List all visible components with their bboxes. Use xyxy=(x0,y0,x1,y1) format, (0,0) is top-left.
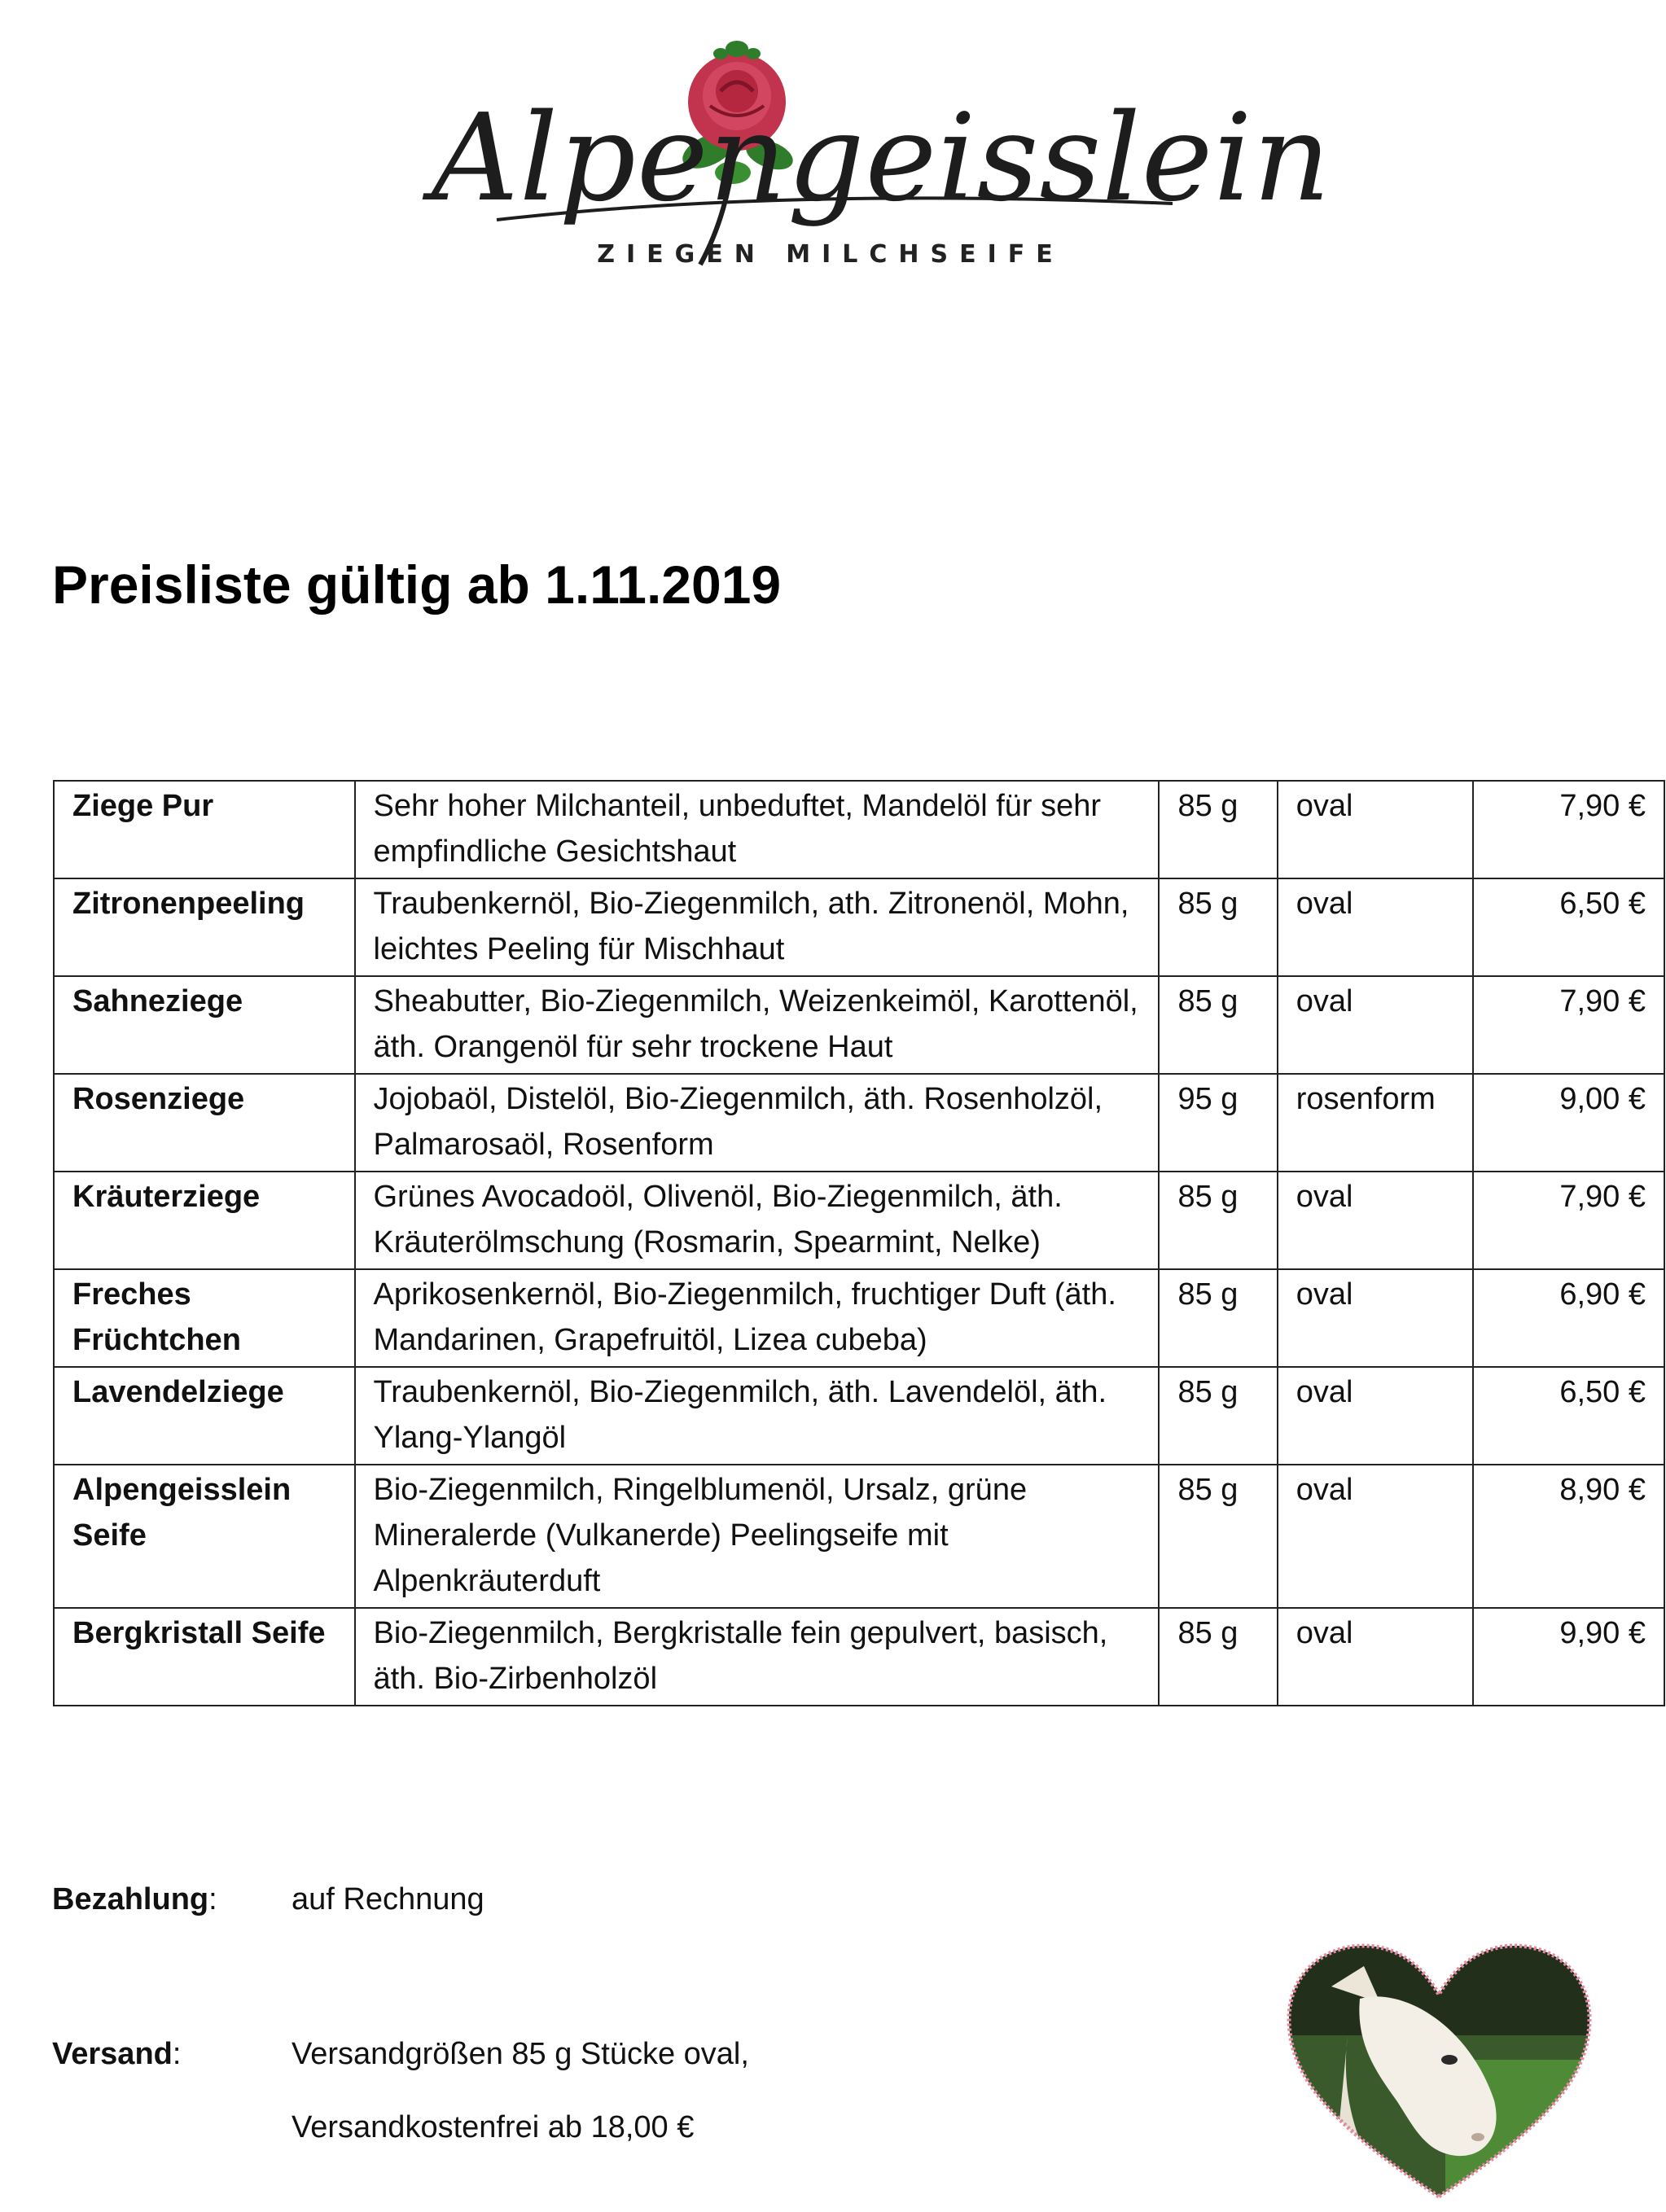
price-table xyxy=(53,780,1665,1706)
logo-tagline: ZIEGEN MILCHSEIFE xyxy=(597,240,1064,269)
product-weight: 85 g xyxy=(1159,1608,1277,1706)
product-name: Sahneziege xyxy=(54,976,355,1074)
brand-logo xyxy=(407,0,1331,322)
product-shape: oval xyxy=(1278,976,1474,1074)
product-price: 6,50 € xyxy=(1473,878,1664,976)
product-weight: 85 g xyxy=(1159,1172,1277,1269)
product-shape: oval xyxy=(1278,1172,1474,1269)
shipping-line-2: Versandkostenfrei ab 18,00 € xyxy=(292,2110,695,2144)
product-weight: 85 g xyxy=(1159,781,1277,878)
product-row xyxy=(54,1074,1664,1172)
product-shape: oval xyxy=(1278,878,1474,976)
product-name: Rosenziege xyxy=(54,1074,355,1172)
payment-value: auf Rechnung xyxy=(292,1882,484,1916)
product-name: Kräuterziege xyxy=(54,1172,355,1269)
product-weight: 85 g xyxy=(1159,976,1277,1074)
product-name: Ziege Pur xyxy=(54,781,355,878)
product-row xyxy=(54,1269,1664,1367)
product-description: Traubenkernöl, Bio-Ziegenmilch, äth. Lavendelöl, äth. Ylang-Ylangöl xyxy=(355,1367,1160,1465)
product-weight: 95 g xyxy=(1159,1074,1277,1172)
shipping-line-1: Versandgrößen 85 g Stücke oval, xyxy=(292,2037,749,2071)
product-name: Bergkristall Seife xyxy=(54,1608,355,1706)
product-weight: 85 g xyxy=(1159,1367,1277,1465)
product-weight: 85 g xyxy=(1159,878,1277,976)
product-price: 9,00 € xyxy=(1473,1074,1664,1172)
product-row xyxy=(54,781,1664,878)
product-name: Zitronenpeeling xyxy=(54,878,355,976)
product-name: Alpengeisslein Seife xyxy=(54,1465,355,1608)
product-description: Grünes Avocadoöl, Olivenöl, Bio-Ziegenmilch, äth. Kräuterölmschung (Rosmarin, Spearmint, Nelke) xyxy=(355,1172,1160,1269)
product-price: 6,50 € xyxy=(1473,1367,1664,1465)
product-description: Sheabutter, Bio-Ziegenmilch, Weizenkeimöl, Karottenöl, äth. Orangenöl für sehr trockene Haut xyxy=(355,976,1160,1074)
product-weight: 85 g xyxy=(1159,1269,1277,1367)
product-row xyxy=(54,878,1664,976)
product-name: Freches Früchtchen xyxy=(54,1269,355,1367)
page-title: Preisliste gültig ab 1.11.2019 xyxy=(52,554,782,615)
product-shape: oval xyxy=(1278,1367,1474,1465)
product-price: 9,90 € xyxy=(1473,1608,1664,1706)
goat-heart-image xyxy=(1282,1938,1596,2206)
product-shape: rosenform xyxy=(1278,1074,1474,1172)
product-price: 6,90 € xyxy=(1473,1269,1664,1367)
product-description: Bio-Ziegenmilch, Bergkristalle fein gepulvert, basisch, äth. Bio-Zirbenholzöl xyxy=(355,1608,1160,1706)
payment-label: Bezahlung: xyxy=(52,1882,217,1916)
product-shape: oval xyxy=(1278,1465,1474,1608)
product-row xyxy=(54,1367,1664,1465)
logo-wordmark: Alpengeisslein xyxy=(432,88,1331,228)
product-description: Aprikosenkernöl, Bio-Ziegenmilch, fruchtiger Duft (äth. Mandarinen, Grapefruitöl, Lizea cubeba) xyxy=(355,1269,1160,1367)
product-name: Lavendelziege xyxy=(54,1367,355,1465)
product-description: Sehr hoher Milchanteil, unbeduftet, Mandelöl für sehr empfindliche Gesichtshaut xyxy=(355,781,1160,878)
product-row xyxy=(54,1465,1664,1608)
product-price: 7,90 € xyxy=(1473,781,1664,878)
product-row xyxy=(54,1608,1664,1706)
product-price: 8,90 € xyxy=(1473,1465,1664,1608)
product-description: Traubenkernöl, Bio-Ziegenmilch, ath. Zitronenöl, Mohn, leichtes Peeling für Mischhaut xyxy=(355,878,1160,976)
product-price: 7,90 € xyxy=(1473,1172,1664,1269)
product-row xyxy=(54,976,1664,1074)
product-description: Bio-Ziegenmilch, Ringelblumenöl, Ursalz, grüne Mineralerde (Vulkanerde) Peelingseife mit Alpenkräuterduft xyxy=(355,1465,1160,1608)
product-shape: oval xyxy=(1278,1608,1474,1706)
product-weight: 85 g xyxy=(1159,1465,1277,1608)
product-shape: oval xyxy=(1278,781,1474,878)
product-shape: oval xyxy=(1278,1269,1474,1367)
product-row xyxy=(54,1172,1664,1269)
product-price: 7,90 € xyxy=(1473,976,1664,1074)
shipping-label: Versand: xyxy=(52,2037,182,2071)
product-description: Jojobaöl, Distelöl, Bio-Ziegenmilch, äth. Rosenholzöl, Palmarosaöl, Rosenform xyxy=(355,1074,1160,1172)
